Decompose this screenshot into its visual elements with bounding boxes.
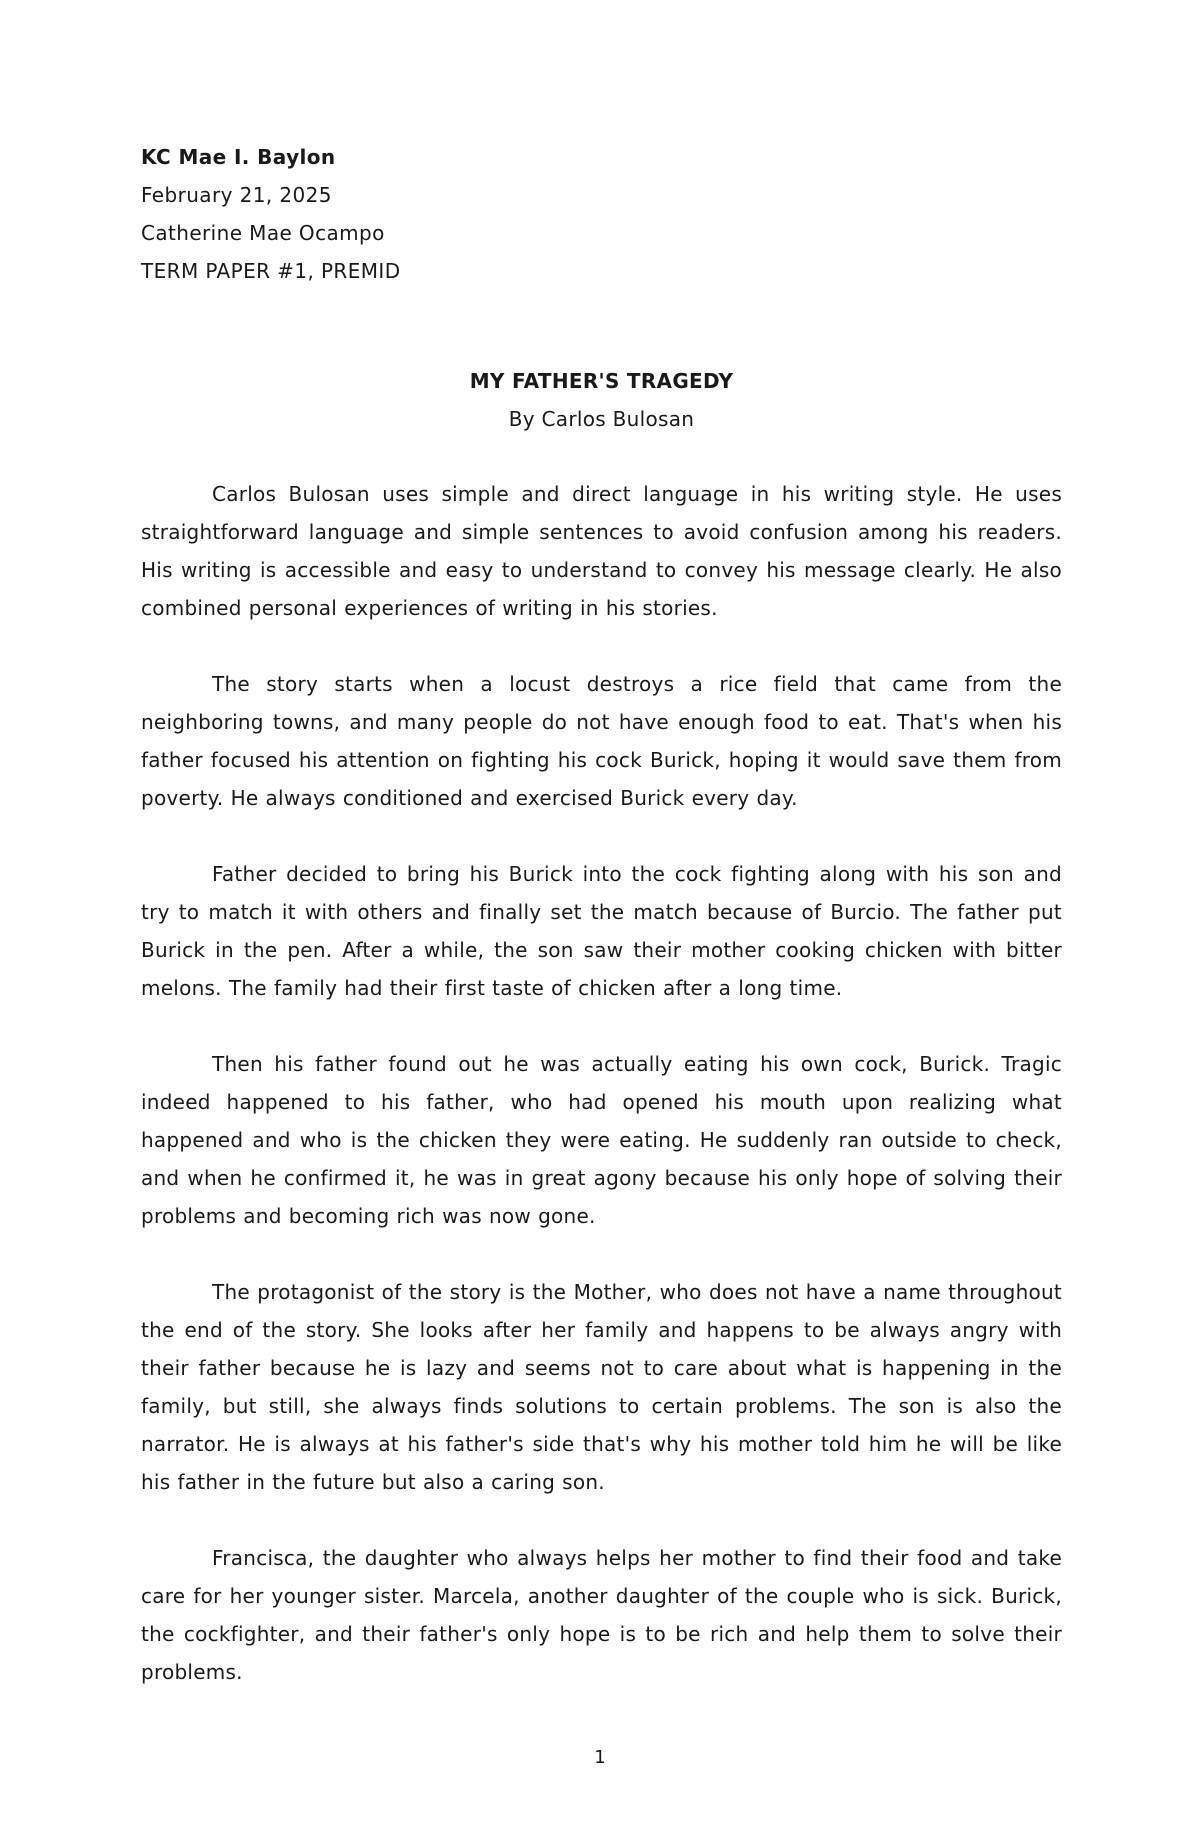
paragraph: The story starts when a locust destroys a rice field that came from the neighboring towns, and many people do not have enough food to eat. That's when his father focused his attention on fighting his cock Burick, hoping it would save them from poverty. He always conditioned and exercised Burick every day. (141, 672, 1062, 810)
title-block (141, 362, 1062, 438)
essay-byline: By Carlos Bulosan (508, 407, 695, 431)
instructor-name: Catherine Mae Ocampo (141, 221, 385, 245)
course-label: TERM PAPER #1, PREMID (141, 259, 401, 283)
document-date: February 21, 2025 (141, 183, 332, 207)
essay-title: MY FATHER'S TRAGEDY (469, 369, 734, 393)
page-number: 1 (594, 1747, 606, 1768)
paragraph: The protagonist of the story is the Mother, who does not have a name throughout the end of the story. She looks after her family and happens to be always angry with their father because he is lazy and seems not to care about what is happening in the family, but still, she always finds solutions to certain problems. The son is also the narrator. He is always at his father's side that's why his mother told him he will be like his father in the future but also a caring son. (141, 1280, 1062, 1494)
paragraph: Then his father found out he was actually eating his own cock, Burick. Tragic indeed happened to his father, who had opened his mouth upon realizing what happened and who is the chicken they were eating. He suddenly ran outside to check, and when he confirmed it, he was in great agony because his only hope of solving their problems and becoming rich was now gone. (141, 1052, 1062, 1228)
author-name: KC Mae I. Baylon (141, 145, 336, 169)
paragraph: Francisca, the daughter who always helps her mother to find their food and take care for her younger sister. Marcela, another daughter of the couple who is sick. Burick, the cockfighter, and their father's only hope is to be rich and help them to solve their problems. (141, 1546, 1062, 1684)
essay-body (141, 475, 1062, 1729)
paragraph: Carlos Bulosan uses simple and direct language in his writing style. He uses straightforward language and simple sentences to avoid confusion among his readers. His writing is accessible and easy to understand to convey his message clearly. He also combined personal experiences of writing in his stories. (141, 482, 1062, 620)
document-header (141, 138, 401, 290)
paragraph: Father decided to bring his Burick into the cock fighting along with his son and try to match it with others and finally set the match because of Burcio. The father put Burick in the pen. After a while, the son saw their mother cooking chicken with bitter melons. The family had their first taste of chicken after a long time. (141, 862, 1062, 1000)
